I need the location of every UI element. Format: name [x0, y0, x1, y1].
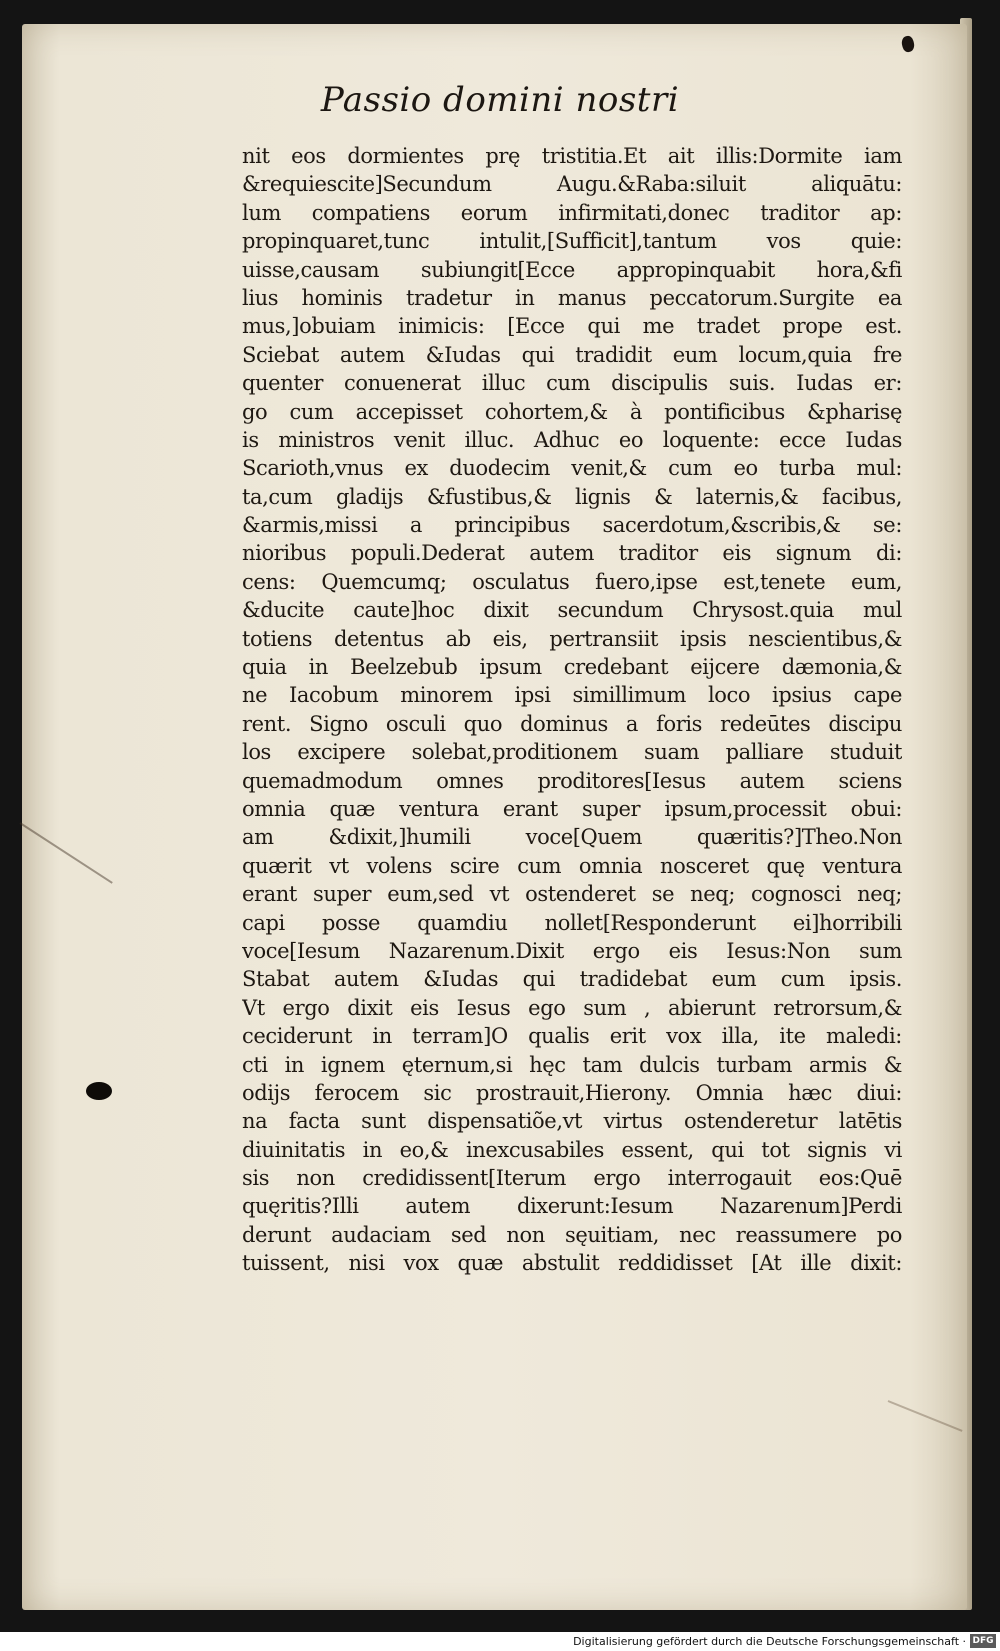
- text-line: is ministros venit illuc. Adhuc eo loquente: ecce Iudas: [242, 427, 902, 452]
- text-line: &ducite caute]hoc dixit secundum Chrysost.quia mul: [242, 598, 902, 623]
- text-line: omnia quæ ventura erant super ipsum,processit obui:: [242, 796, 902, 821]
- text-line: &requiescite]Secundum Augu.&Raba:siluit aliquātu:: [242, 172, 902, 197]
- text-line: cti in ignem ęternum,si hęc tam dulcis turbam armis &: [242, 1052, 902, 1077]
- text-line: tuissent, nisi vox quæ abstulit reddidisset [At ille dixit:: [242, 1251, 902, 1276]
- text-line: nit eos dormientes prę tristitia.Et ait illis:Dormite iam: [242, 144, 902, 168]
- text-line: erant super eum,sed vt ostenderet se neq; cognosci neq;: [242, 882, 902, 907]
- text-line: quenter conuenerat illuc cum discipulis suis. Iudas er:: [242, 371, 902, 396]
- text-line: lius hominis tradetur in manus peccatorum.Surgite ea: [242, 285, 902, 310]
- funding-credit: Digitalisierung gefördert durch die Deutsche Forschungsgemeinschaft ·: [573, 1635, 966, 1648]
- text-line: ta,cum gladijs &fustibus,& lignis & laternis,& facibus,: [242, 484, 902, 509]
- text-line: quemadmodum omnes proditores[Iesus autem sciens: [242, 768, 902, 793]
- text-line: los excipere solebat,proditionem suam palliare studuit: [242, 740, 902, 765]
- text-line: capi posse quamdiu nollet[Responderunt ei]horribili: [242, 910, 902, 935]
- text-line: quærit vt volens scire cum omnia nosceret quę ventura: [242, 853, 902, 878]
- text-line: sis non credidissent[Iterum ergo interrogauit eos:Quē: [242, 1166, 902, 1191]
- text-line: ne Iacobum minorem ipsi simillimum loco ipsius cape: [242, 683, 902, 708]
- text-line: na facta sunt dispensatiõe,vt virtus ostenderetur latētis: [242, 1109, 902, 1134]
- text-line: voce[Iesum Nazarenum.Dixit ergo eis Iesus:Non sum: [242, 938, 902, 963]
- text-line: Sciebat autem &Iudas qui tradidit eum locum,quia fre: [242, 342, 902, 367]
- footer-bar: [0, 1632, 1000, 1651]
- text-line: lum compatiens eorum infirmitati,donec traditor ap:: [242, 200, 902, 225]
- text-line: quia in Beelzebub ipsum credebant eijcere dæmonia,&: [242, 655, 902, 680]
- text-line: Vt ergo dixit eis Iesus ego sum , abierunt retrorsum,&: [242, 995, 902, 1020]
- text-line: rent. Signo osculi quo dominus a foris redeūtes discipu: [242, 711, 902, 736]
- text-line: totiens detentus ab eis, pertransiit ipsis nescientibus,&: [242, 626, 902, 651]
- text-line: Stabat autem &Iudas qui tradidebat eum cum ipsis.: [242, 967, 902, 992]
- dfg-logo: DFG: [970, 1634, 996, 1648]
- text-line: go cum accepisset cohortem,& à pontificibus &pharisę: [242, 399, 902, 424]
- text-block: [242, 142, 902, 1278]
- text-line: propinquaret,tunc intulit,[Sufficit],tantum vos quie:: [242, 229, 902, 254]
- text-line: uisse,causam subiungit[Ecce appropinquabit hora,&fi: [242, 257, 902, 282]
- text-line: am &dixit,]humili voce[Quem quæritis?]Theo.Non: [242, 825, 902, 850]
- text-line: derunt audaciam sed non sęuitiam, nec reassumere po: [242, 1222, 902, 1247]
- text-line: ceciderunt in terram]O qualis erit vox illa, ite maledi:: [242, 1024, 902, 1049]
- text-line: odijs ferocem sic prostrauit,Hierony. Omnia hæc diui:: [242, 1080, 902, 1105]
- text-line: nioribus populi.Dederat autem traditor eis signum di:: [242, 541, 902, 566]
- text-line: mus,]obuiam inimicis: [Ecce qui me tradet prope est.: [242, 314, 902, 339]
- ink-blot: [86, 1082, 112, 1100]
- text-line: diuinitatis in eo,& inexcusabiles essent, qui tot signis vi: [242, 1137, 902, 1162]
- text-line: cens: Quemcumq; osculatus fuero,ipse est,tenete eum,: [242, 569, 902, 594]
- text-line: &armis,missi a principibus sacerdotum,&scribis,& se:: [242, 513, 902, 538]
- text-line: Scarioth,vnus ex duodecim venit,& cum eo turba mul:: [242, 456, 902, 481]
- text-line: quęritis?Illi autem dixerunt:Iesum Nazarenum]Perdi: [242, 1194, 902, 1219]
- running-header: Passio domini nostri: [320, 80, 680, 120]
